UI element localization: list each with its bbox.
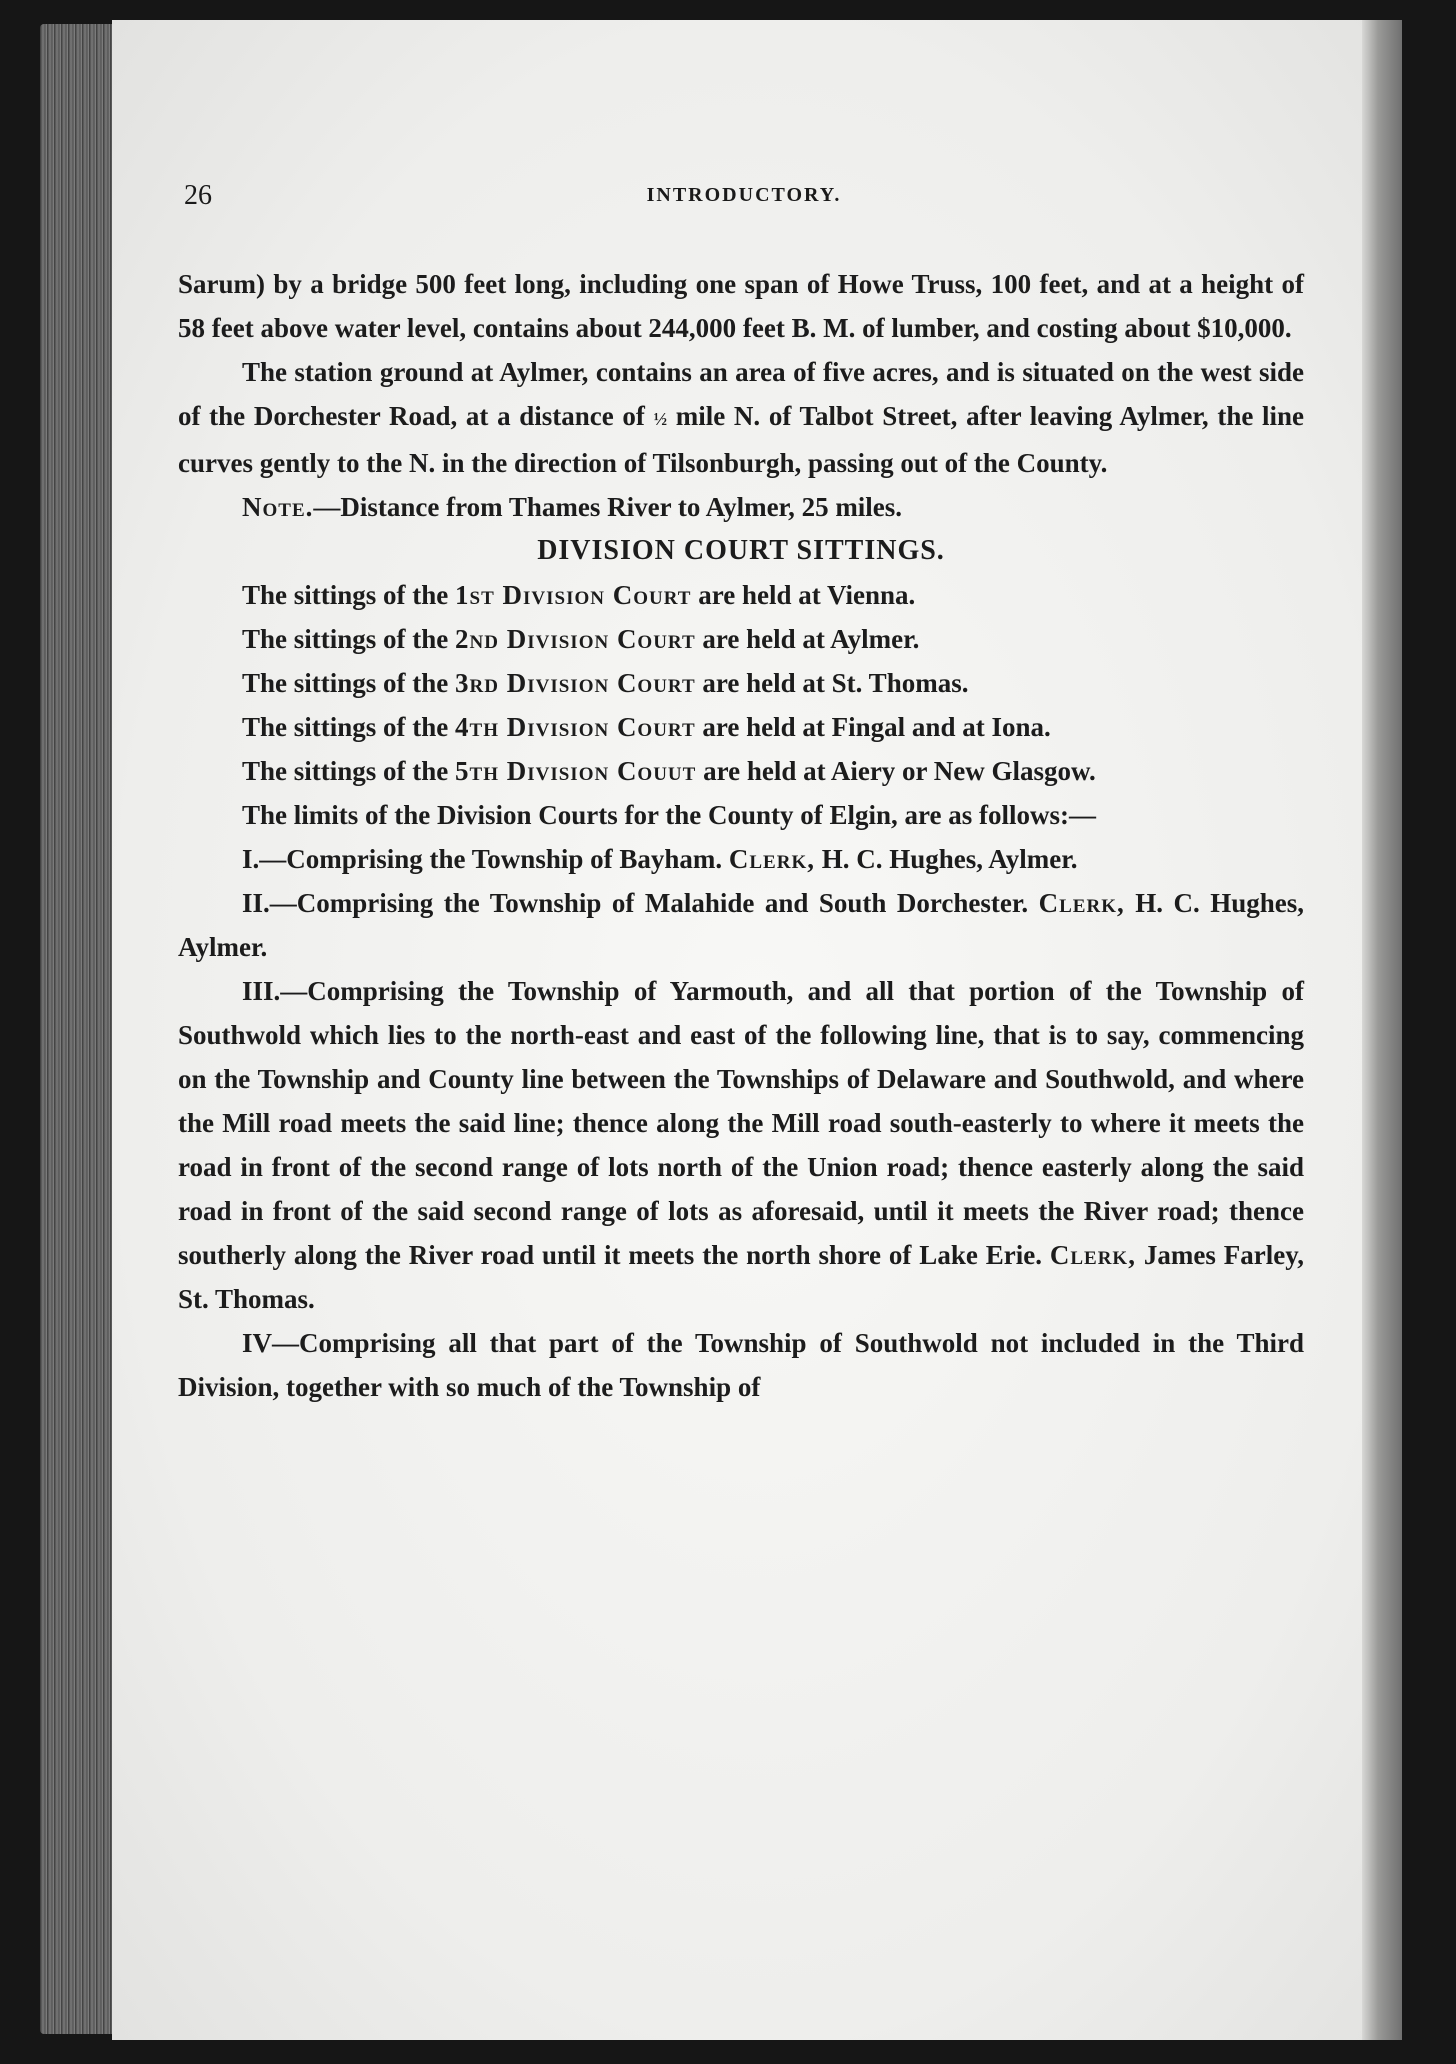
page-edges xyxy=(40,24,120,2034)
clerk-label: Clerk, xyxy=(1038,887,1125,918)
sitting-number: 1st xyxy=(455,579,495,610)
sitting-text: are held at Aylmer. xyxy=(695,623,920,654)
sitting-text: are held at St. Thomas. xyxy=(695,667,969,698)
sitting-text: The sittings of the xyxy=(242,711,456,742)
sitting-text: The sittings of the xyxy=(242,755,456,786)
division-paragraph xyxy=(178,969,1304,1321)
sitting-number: 2nd xyxy=(455,623,499,654)
paragraph-text: The station ground at Aylmer, contains an area of five acres, and is situated on the west side of the Dorchester Road, at a distance of xyxy=(178,357,1304,431)
paragraph: Sarum) by a bridge 500 feet long, including one span of Howe Truss, 100 feet, and at a height of 58 feet above water level, contains about 244,000 feet B. M. of lumber, and costing about $10,000. xyxy=(178,269,1304,343)
sitting-line xyxy=(178,705,1304,749)
division-text: I.—Comprising the Township of Bayham. xyxy=(242,843,729,874)
sitting-number: 3rd xyxy=(455,667,499,698)
sitting-text: are held at Aiery or New Glasgow. xyxy=(696,755,1096,786)
note xyxy=(178,485,1304,529)
division-paragraph xyxy=(178,837,1304,881)
clerk-label: Clerk, xyxy=(1049,1239,1136,1270)
sitting-line xyxy=(178,749,1304,793)
sitting-court: Division Court xyxy=(494,579,692,610)
sitting-number: 5th xyxy=(455,755,499,786)
sitting-line xyxy=(178,617,1304,661)
sitting-court: Division Court xyxy=(498,623,696,654)
sitting-line xyxy=(178,661,1304,705)
limits-intro: The limits of the Division Courts for the County of Elgin, are as follows:— xyxy=(242,799,1097,830)
division-text: H. C. Hughes, Aylmer. xyxy=(814,843,1078,874)
body-text xyxy=(178,262,1304,1409)
sitting-court: Division Court xyxy=(498,667,696,698)
sitting-text: The sittings of the xyxy=(242,623,456,654)
book-spine-shadow xyxy=(1362,20,1402,2040)
page-header xyxy=(184,180,1304,220)
division-paragraph xyxy=(178,1321,1304,1409)
paragraph xyxy=(178,350,1304,485)
division-text: James Farley, St. Thomas. xyxy=(178,1239,1304,1314)
sitting-line xyxy=(178,573,1304,617)
sitting-text: are held at Fingal and at Iona. xyxy=(695,711,1051,742)
note-label: Note. xyxy=(242,491,314,522)
sitting-text: The sittings of the xyxy=(242,579,456,610)
page-number: 26 xyxy=(184,180,212,211)
division-text: H. C. Hughes, Aylmer. xyxy=(178,887,1304,962)
running-head: INTRODUCTORY. xyxy=(646,184,842,206)
sitting-court: Division Court xyxy=(498,711,696,742)
sitting-court: Division Couut xyxy=(498,755,697,786)
clerk-label: Clerk, xyxy=(728,843,815,874)
division-text: II.—Comprising the Township of Malahide and South Dorchester. xyxy=(242,887,1039,918)
section-heading: DIVISION COURT SITTINGS. xyxy=(537,534,945,566)
fraction: ½ xyxy=(653,408,668,429)
paragraph-text: mile N. of Talbot Street, after leaving Aylmer, the line curves gently to the N. in the direction of Tilsonburgh, passing out of the County. xyxy=(178,401,1304,478)
sitting-text: are held at Vienna. xyxy=(691,579,916,610)
sitting-text: The sittings of the xyxy=(242,667,456,698)
note-text: —Distance from Thames River to Aylmer, 25 miles. xyxy=(313,491,903,522)
division-text: IV—Comprising all that part of the Township of Southwold not included in the Third Division, together with so much of the Township of xyxy=(178,1327,1304,1402)
sitting-number: 4th xyxy=(455,711,499,742)
division-text: III.—Comprising the Township of Yarmouth, and all that portion of the Township of Southwold which lies to the north-east and east of the following line, that is to say, commencing on the Township and County line between the Townships of Delaware and Southwold, and where the Mill road meets the said line; thence along the Mill road south-easterly to where it meets the road in front of the second range of lots north of the Union road; thence easterly along the said road in front of the said second range of lots as aforesaid, until it meets the River road; thence southerly along the River road until it meets the north shore of Lake Erie. xyxy=(178,975,1304,1270)
division-paragraph xyxy=(178,881,1304,969)
